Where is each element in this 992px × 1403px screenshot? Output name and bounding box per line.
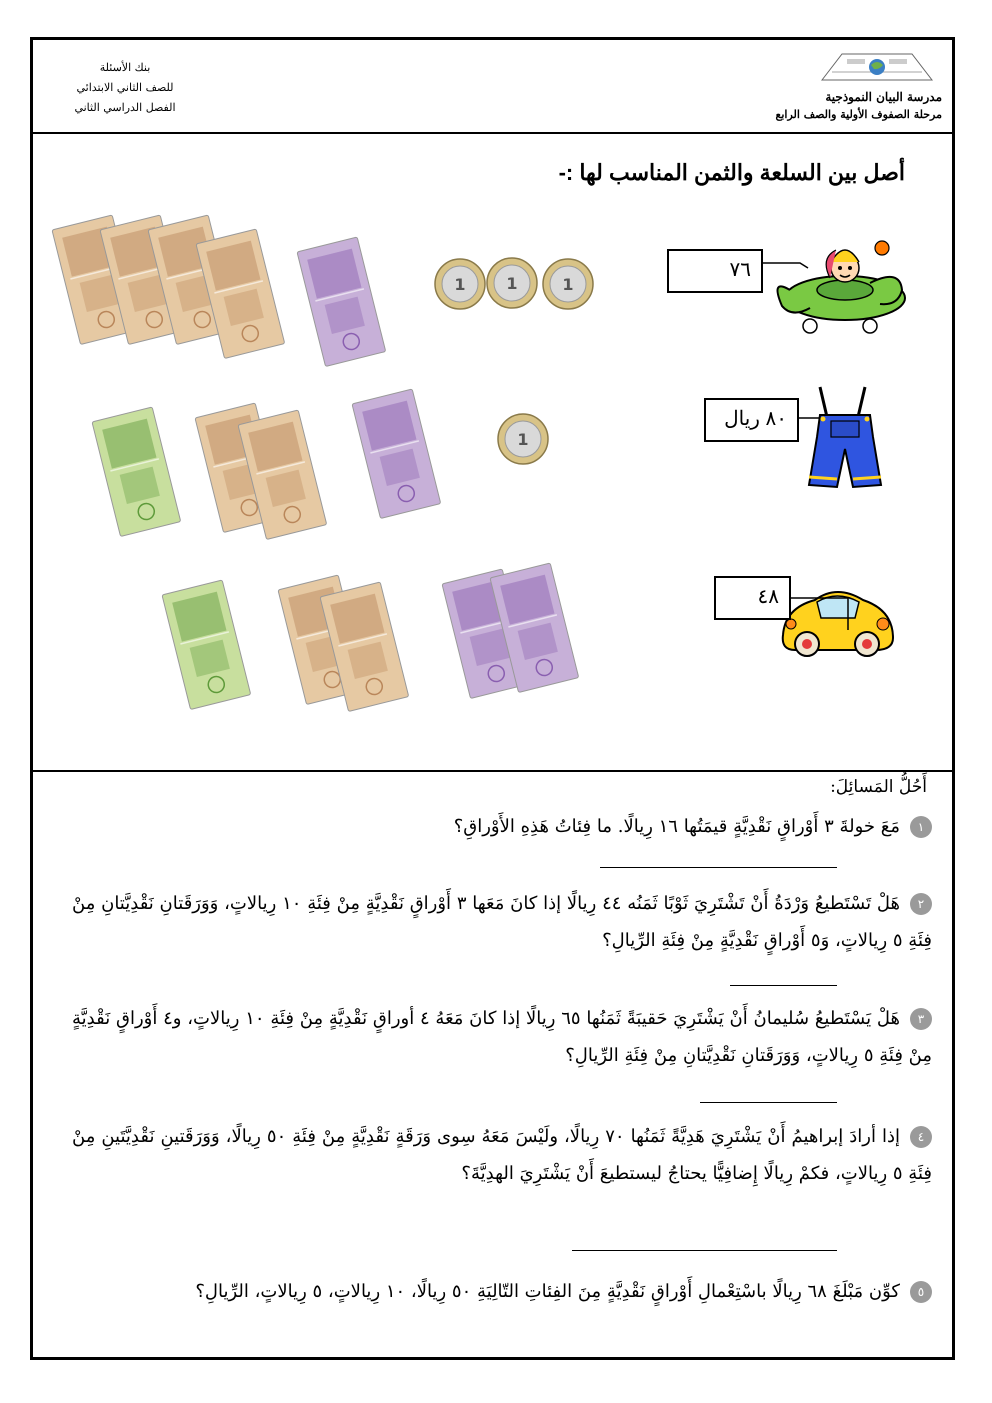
price-overalls: ٨٠ ريال [724,408,787,430]
problem-3 [72,1000,932,1074]
problem-5-text: كوِّن مَبْلَغَ ٦٨ رِيالًا باسْتِعْمالِ أَوْراقٍ نَقْدِيَّةٍ مِنَ الفِئاتِ التّالِيَةِ ٥٠ رِيالًا، ١٠ رِيالاتٍ، ٥ رِيالاتٍ، الرِّيالِ؟ [195,1281,900,1302]
one-riyal-coin-row1-3-label: 1 [562,275,574,294]
problem-4-text: إذا أرادَ إبراهيمُ أَنْ يَشْتَرِيَ هَدِيَّةً ثَمَنُها ٧٠ رِيالًا، ولَيْسَ مَعَهُ سِوى وَرَقَةٍ نَقْدِيَّةٍ مِنْ فِئَةِ ٥٠ رِيالًا، وَوَرَقَتينِ نَقْدِيَّتَينِ مِنْ فِئَةِ ٥ رِيالاتٍ، فكمْ رِيالًا إِضافِيًّا يحتاجُ ليستطيعَ أَنْ يَشْتَرِيَ الهدِيَّةَ؟ [72,1126,932,1184]
answer-line-2[interactable] [730,985,837,986]
semester-label: الفصل الدراسي الثاني [74,101,176,114]
problem-1 [72,808,932,845]
stage-name: مرحلة الصفوف الأولية والصف الرابع [775,108,942,121]
price-box-airplane [667,249,763,293]
problem-2-number: ٢ [910,893,932,915]
problem-4-number: ٤ [910,1126,932,1148]
price-car: ٤٨ [757,586,779,608]
problem-1-text: مَعَ خولةَ ٣ أَوْراقٍ نَقْدِيَّةٍ قيمَتُها ١٦ رِيالًا. ما فِئاتُ هَذِهِ الأَوْراقِ؟ [453,816,900,837]
one-riyal-coin-row1-2-label: 1 [506,274,518,293]
bank-title: بنك الأسئلة [99,61,151,74]
section-divider [30,770,955,772]
answer-line-3[interactable] [700,1102,837,1103]
price-airplane: ٧٦ [729,259,751,281]
problem-5-number: ٥ [910,1281,932,1303]
answer-line-1[interactable] [600,867,837,868]
one-riyal-coin-row1-1-label: 1 [454,275,466,294]
problem-2-text: هَلْ تَسْتَطيعُ وَرْدَةُ أَنْ تَشْتَرِيَ ثَوْبًا ثَمَنُه ٤٤ رِيالًا إذا كانَ مَعَها ٣ أَوْراقٍ نَقْدِيَّةٍ مِنْ فِئَةِ ١٠ رِيالاتٍ، وَوَرَقَتانِ نَقْدِيَّتانِ مِنْ فِئَةِ ٥ رِيالاتٍ، وَ٥ أَوْراقٍ نَقْدِيَّةٍ مِنْ فِئَةِ الرِّيالِ؟ [72,893,932,951]
problem-4 [72,1118,932,1192]
one-riyal-coin-row2-label: 1 [517,430,529,449]
problem-3-text: هَلْ يَسْتَطيعُ سُليمانُ أَنْ يَشْتَرِيَ حَقيبَةً ثَمَنُها ٦٥ رِيالًا إذا كانَ مَعَهُ ٤ أوراقٍ نَقْدِيَّةٍ مِنْ فِئَةِ ١٠ رِيالاتٍ، و٤ أَوْراقٍ نَقْدِيَّةٍ مِنْ فِئَةِ ٥ رِيالاتٍ، وَوَرَقَتانِ نَقْدِيَّتانِ مِنْ فِئَةِ الرِّيالِ؟ [72,1008,932,1066]
exercise1-title: أصل بين السلعة والثمن المناسب لها :- [558,160,905,185]
school-name: مدرسة البيان النموذجية [825,90,942,104]
price-box-overalls [704,398,799,442]
grade-label: للصف الثاني الابتدائي [76,81,174,94]
answer-line-4[interactable] [572,1250,837,1251]
problem-1-number: ١ [910,816,932,838]
problem-2 [72,885,932,959]
price-box-car [714,576,791,620]
problem-3-number: ٣ [910,1008,932,1030]
problems-heading: أَحُلُّ المَسائِلَ: [830,777,927,797]
problem-5 [72,1273,932,1310]
